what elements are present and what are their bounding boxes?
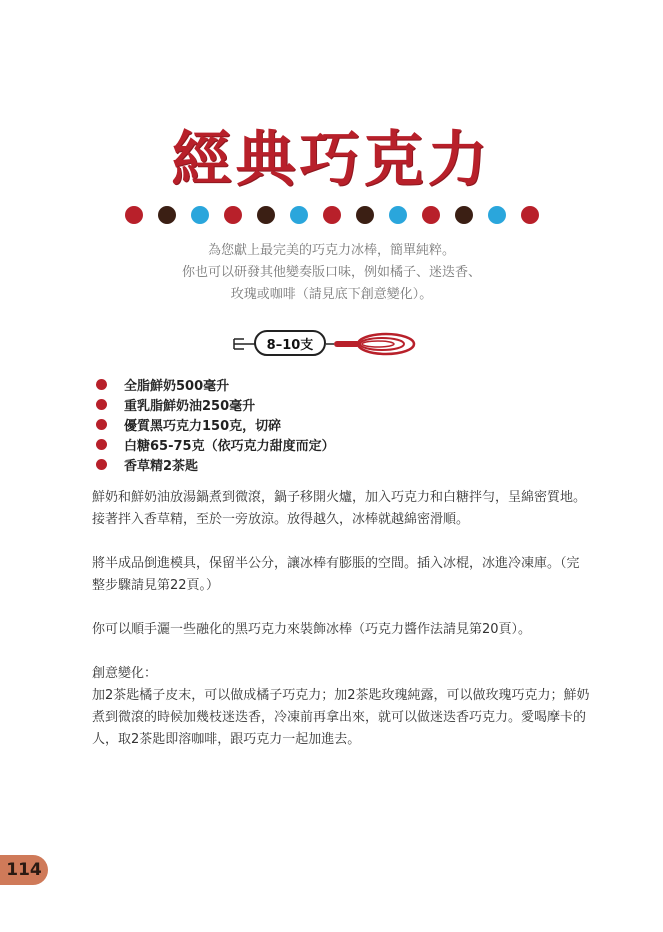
decorative-dot bbox=[191, 206, 209, 224]
instruction-paragraph: 鮮奶和鮮奶油放湯鍋煮到微滾，鍋子移開火爐，加入巧克力和白糖拌勻，呈綿密質地。接著拌入香草精，至於一旁放涼。放得越久，冰棒就越綿密滑順。 bbox=[92, 490, 587, 527]
ingredient-text: 重乳脂鮮奶油250毫升 bbox=[124, 398, 256, 414]
ingredient-text: 白糖65-75克（依巧克力甜度而定） bbox=[124, 438, 335, 454]
recipe-body bbox=[92, 487, 592, 773]
decorative-dots bbox=[0, 206, 663, 224]
decorative-dot bbox=[488, 206, 506, 224]
decorative-dot bbox=[455, 206, 473, 224]
recipe-title: 經典巧克力 bbox=[171, 125, 492, 195]
decorative-dot bbox=[257, 206, 275, 224]
instruction-paragraph: 你可以順手灑一些融化的黑巧克力來裝飾冰棒（巧克力醬作法請見第20頁）。 bbox=[92, 622, 532, 637]
variation-paragraph: 加2茶匙橘子皮末，可以做成橘子巧克力；加2茶匙玫瑰純露，可以做玫瑰巧克力；鮮奶煮到微滾的時候加幾枝迷迭香，冷凍前再拿出來，就可以做迷迭香巧克力。愛喝摩卡的人，取2茶匙即溶咖啡，跟巧克力一起加進去。 bbox=[92, 688, 590, 747]
list-item bbox=[96, 454, 335, 474]
yield-badge bbox=[230, 327, 420, 363]
decorative-dot bbox=[422, 206, 440, 224]
list-item bbox=[96, 434, 335, 454]
bullet-icon bbox=[96, 419, 107, 430]
bullet-icon bbox=[96, 459, 107, 470]
intro-line: 你也可以研發其他變奏版口味，例如橘子、迷迭香、 bbox=[181, 265, 481, 280]
intro-text bbox=[0, 240, 663, 306]
bullet-icon bbox=[96, 439, 107, 450]
decorative-dot bbox=[323, 206, 341, 224]
page-number: 114 bbox=[0, 855, 48, 885]
decorative-dot bbox=[290, 206, 308, 224]
decorative-dot bbox=[521, 206, 539, 224]
variation-heading: 創意變化： bbox=[92, 666, 158, 681]
list-item bbox=[96, 374, 335, 394]
list-item bbox=[96, 394, 335, 414]
instruction-paragraph: 將半成品倒進模具，保留半公分，讓冰棒有膨脹的空間。插入冰棍，冰進冷凍庫。（完整步驟請見第22頁。） bbox=[92, 556, 580, 593]
bullet-icon bbox=[96, 379, 107, 390]
ingredient-list bbox=[96, 374, 335, 474]
decorative-dot bbox=[158, 206, 176, 224]
list-item bbox=[96, 414, 335, 434]
intro-line: 玫瑰或咖啡（請見底下創意變化）。 bbox=[230, 287, 433, 302]
ingredient-text: 優質黑巧克力150克，切碎 bbox=[124, 418, 282, 434]
decorative-dot bbox=[389, 206, 407, 224]
ingredient-text: 全脂鮮奶500毫升 bbox=[124, 378, 230, 394]
decorative-dot bbox=[224, 206, 242, 224]
ingredient-text: 香草精2茶匙 bbox=[124, 458, 199, 474]
decorative-dot bbox=[356, 206, 374, 224]
intro-line: 為您獻上最完美的巧克力冰棒，簡單純粹。 bbox=[207, 243, 455, 258]
yield-label: 8–10支 bbox=[254, 330, 326, 356]
bullet-icon bbox=[96, 399, 107, 410]
decorative-dot bbox=[125, 206, 143, 224]
